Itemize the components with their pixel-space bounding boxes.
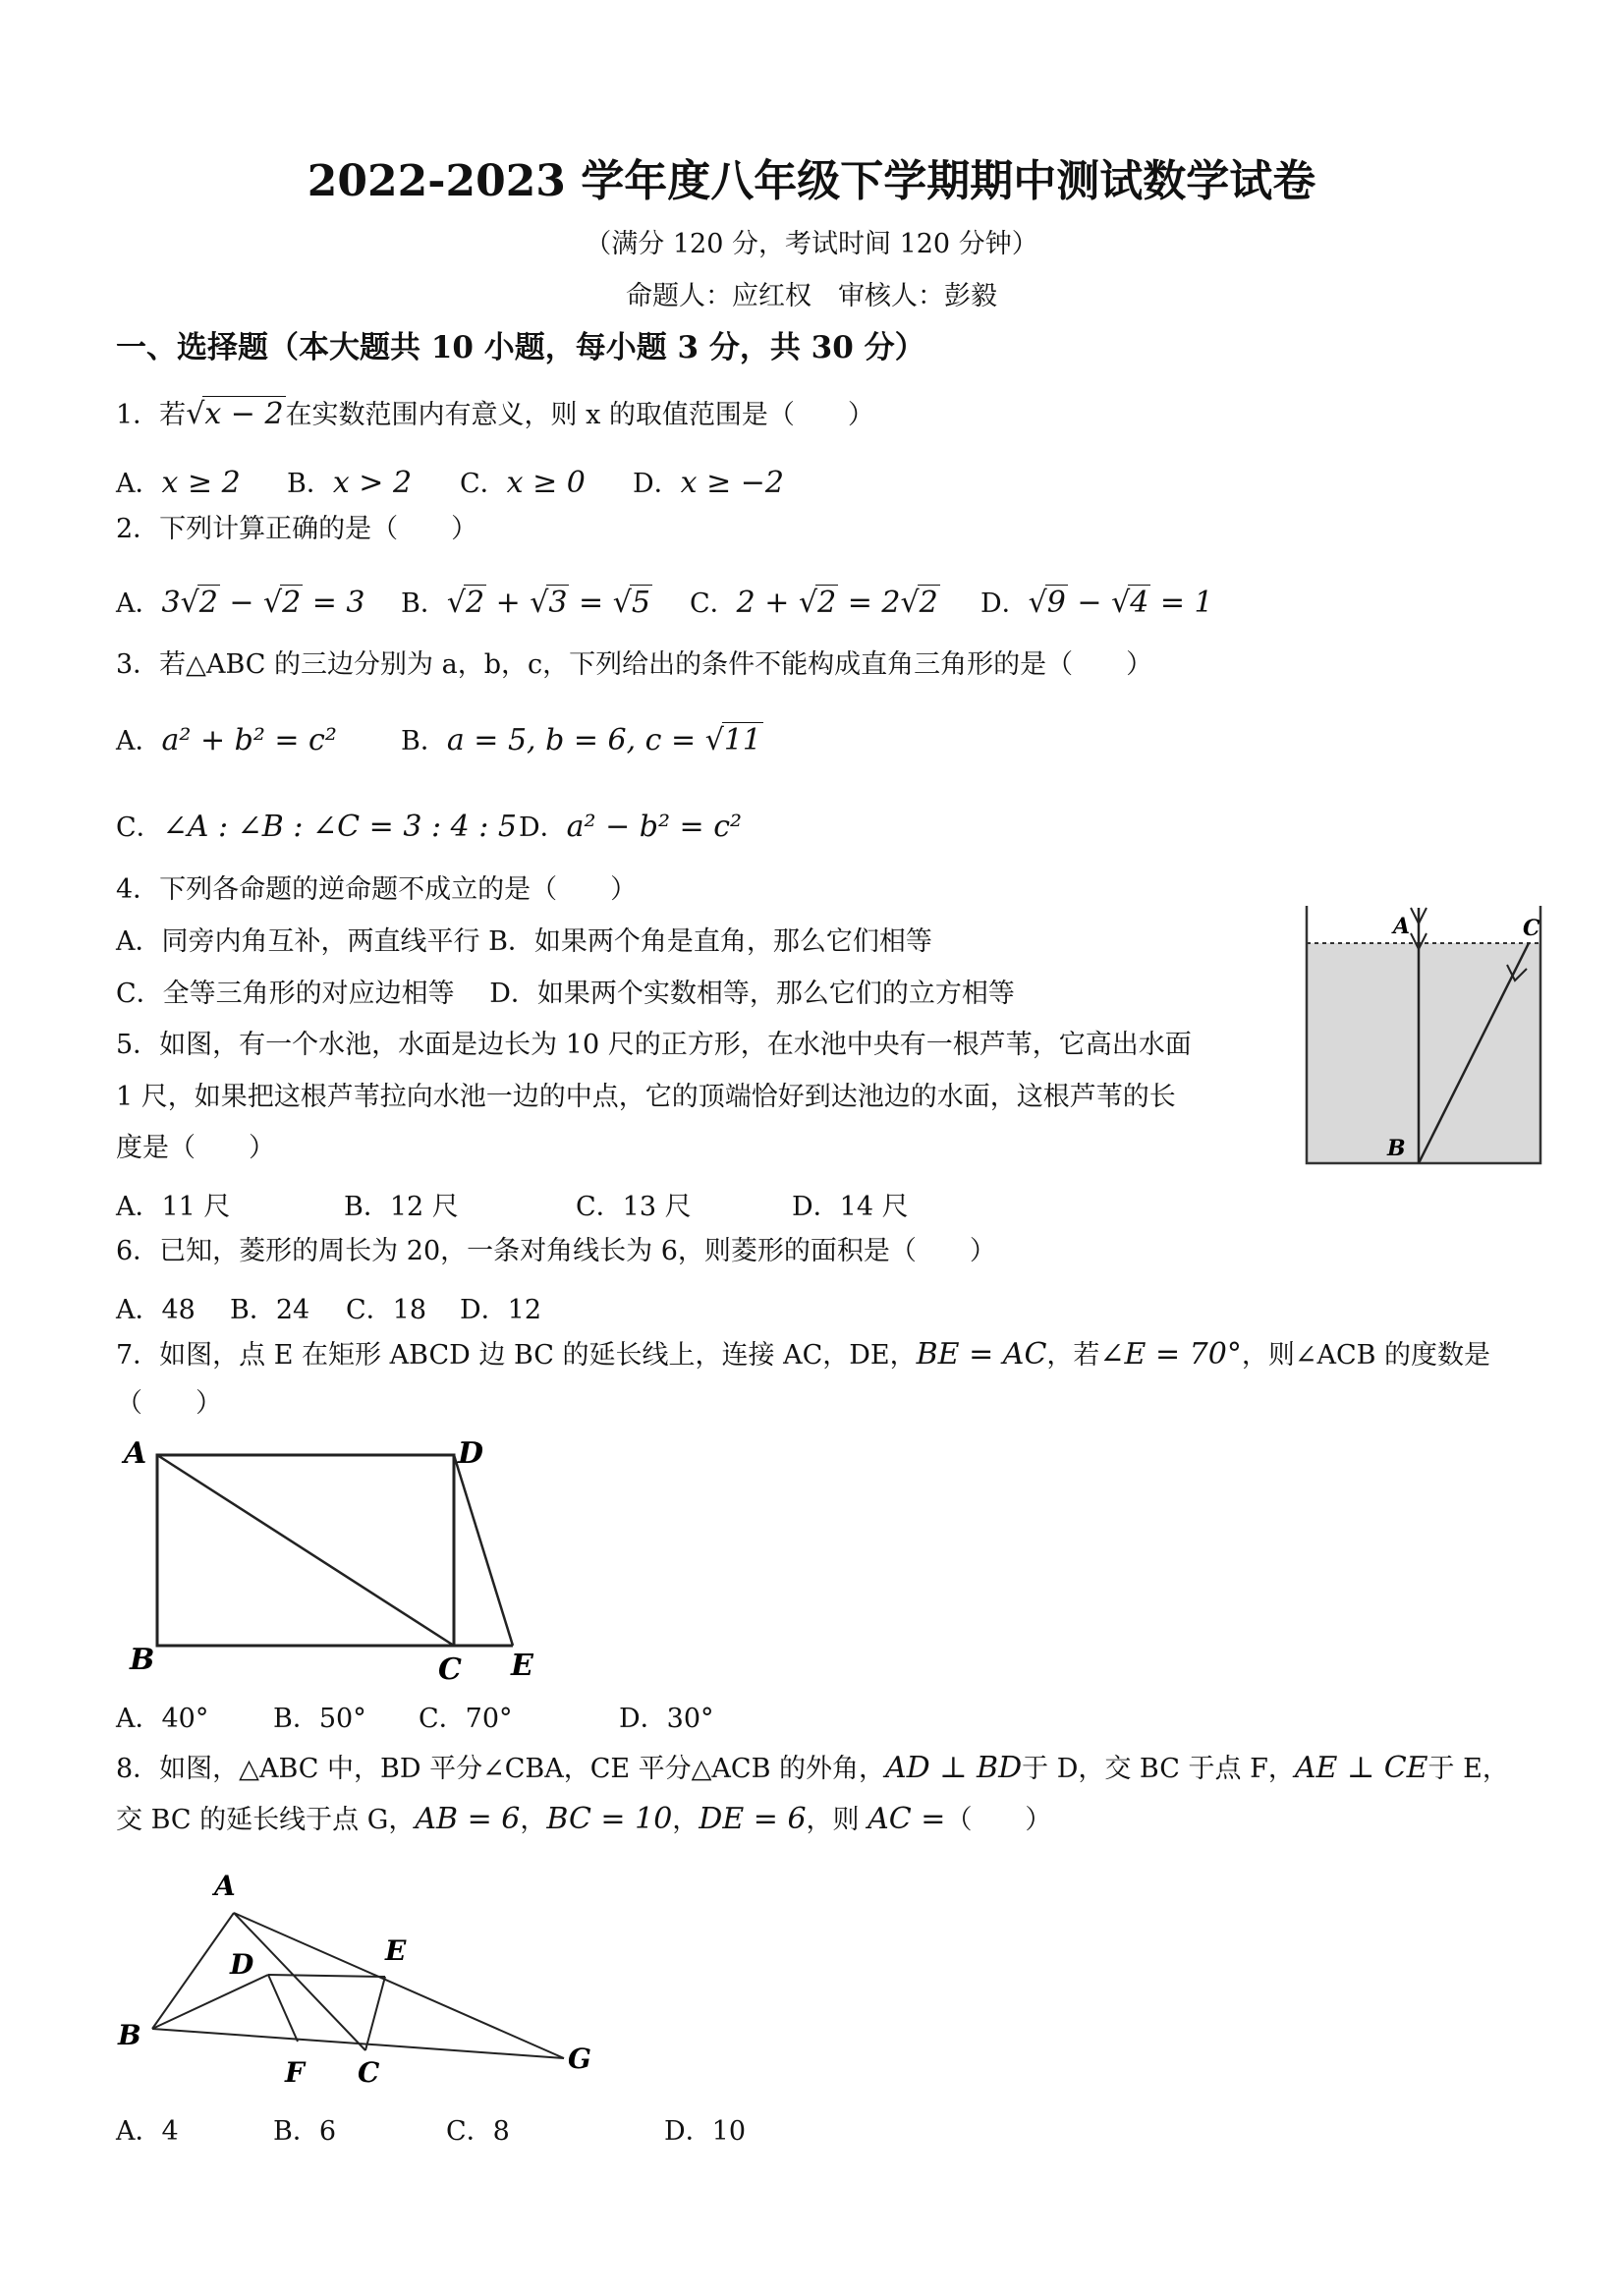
q5-option-a: A．11 尺	[116, 1192, 231, 1222]
question-4-stem: 4．下列各命题的逆命题不成立的是（ ）	[116, 874, 638, 905]
rectangle-figure	[118, 1429, 550, 1695]
pond-reed-figure	[1297, 894, 1552, 1169]
fig8-label-g: G	[568, 2043, 591, 2075]
fig5-label-a: A	[1393, 914, 1411, 939]
q2-option-b: B．√2 + √3 = √5	[401, 586, 650, 620]
q1-option-c: C．x ≥ 0	[460, 466, 586, 500]
question-7-line-2: （ ）	[116, 1388, 222, 1419]
fig7-label-e: E	[511, 1649, 533, 1683]
fig8-label-c: C	[358, 2056, 380, 2088]
q6-option-c: C．18	[346, 1295, 427, 1325]
fig7-label-b: B	[130, 1643, 155, 1677]
question-8-line-1: 8．如图，△ABC 中，BD 平分∠CBA，CE 平分△ACB 的外角，AD ⊥ BD于 D，交 BC 于点 F，AE ⊥ CE于 E，	[116, 1751, 1509, 1785]
fig7-label-d: D	[458, 1436, 484, 1471]
question-5-line-2: 1 尺，如果把这根芦苇拉向水池一边的中点，它的顶端恰好到达池边的水面，这根芦苇的长	[116, 1082, 1176, 1112]
q8-option-c: C．8	[446, 2116, 510, 2147]
question-5-line-1: 5．如图，有一个水池，水面是边长为 10 尺的正方形，在水池中央有一根芦苇，它高出水面	[116, 1030, 1192, 1060]
question-6-stem: 6．已知，菱形的周长为 20，一条对角线长为 6，则菱形的面积是（ ）	[116, 1236, 996, 1266]
authors: 命题人：应红权 审核人：彭毅	[626, 281, 997, 311]
triangle-figure	[108, 1862, 619, 2088]
q7-option-b: B．50°	[273, 1704, 366, 1734]
q3-option-c: C．∠A : ∠B : ∠C = 3 : 4 : 5	[116, 810, 517, 844]
q8-option-d: D．10	[664, 2116, 747, 2147]
question-2-stem: 2．下列计算正确的是（ ）	[116, 514, 478, 544]
fig8-label-b: B	[118, 2019, 141, 2051]
fig8-label-f: F	[285, 2056, 305, 2088]
q4-options-cd: C．全等三角形的对应边相等 D．如果两个实数相等，那么它们的立方相等	[116, 979, 1015, 1009]
q3-option-d: D．a² − b² = c²	[519, 810, 743, 844]
q5-option-b: B．12 尺	[344, 1192, 459, 1222]
question-5-line-3: 度是（ ）	[116, 1133, 275, 1163]
subtitle: （满分 120 分，考试时间 120 分钟）	[585, 229, 1038, 259]
fig8-label-a: A	[214, 1870, 236, 1902]
page-title: 2022-2023 学年度八年级下学期期中测试数学试卷	[307, 156, 1316, 206]
fig7-label-c: C	[438, 1652, 462, 1687]
q8-option-b: B．6	[273, 2116, 337, 2147]
question-7-line-1: 7．如图，点 E 在矩形 ABCD 边 BC 的延长线上，连接 AC，DE，BE = AC，若∠E = 70°，则∠ACB 的度数是	[116, 1337, 1491, 1372]
section-heading: 一、选择题（本大题共 10 小题，每小题 3 分，共 30 分）	[116, 330, 925, 365]
q3-option-b: B．a = 5, b = 6, c = √11	[401, 723, 761, 757]
question-8-line-2: 交 BC 的延长线于点 G，AB = 6，BC = 10，DE = 6，则 AC =（ ）	[116, 1802, 1052, 1836]
q1-option-a: A．x ≥ 2	[116, 466, 241, 500]
fig5-label-b: B	[1387, 1136, 1406, 1161]
q3-option-a: A．a² + b² = c²	[116, 723, 337, 757]
question-1-stem: 1．若√x − 2在实数范围内有意义，则 x 的取值范围是（ ）	[116, 397, 874, 431]
q2-option-c: C．2 + √2 = 2√2	[690, 586, 938, 620]
question-3-stem: 3．若△ABC 的三边分别为 a，b，c，下列给出的条件不能构成直角三角形的是（ ）	[116, 649, 1153, 680]
q7-option-a: A．40°	[116, 1704, 209, 1734]
q6-option-d: D．12	[460, 1295, 542, 1325]
fig7-label-a: A	[124, 1436, 147, 1471]
q2-option-d: D．√9 − √4 = 1	[980, 586, 1213, 620]
q4-options-ab: A．同旁内角互补，两直线平行 B．如果两个角是直角，那么它们相等	[116, 926, 932, 957]
fig8-label-e: E	[385, 1934, 407, 1967]
fig8-label-d: D	[230, 1948, 254, 1981]
q2-option-a: A．3√2 − √2 = 3	[116, 586, 365, 620]
q8-option-a: A．4	[116, 2116, 179, 2147]
q7-option-d: D．30°	[619, 1704, 714, 1734]
q7-option-c: C．70°	[419, 1704, 513, 1734]
q1-option-d: D．x ≥ −2	[633, 466, 785, 500]
q1-option-b: B．x > 2	[287, 466, 413, 500]
q6-option-a: A．48	[116, 1295, 196, 1325]
q5-option-c: C．13 尺	[576, 1192, 692, 1222]
q5-option-d: D．14 尺	[792, 1192, 909, 1222]
fig5-label-c: C	[1523, 916, 1540, 941]
q6-option-b: B．24	[230, 1295, 310, 1325]
